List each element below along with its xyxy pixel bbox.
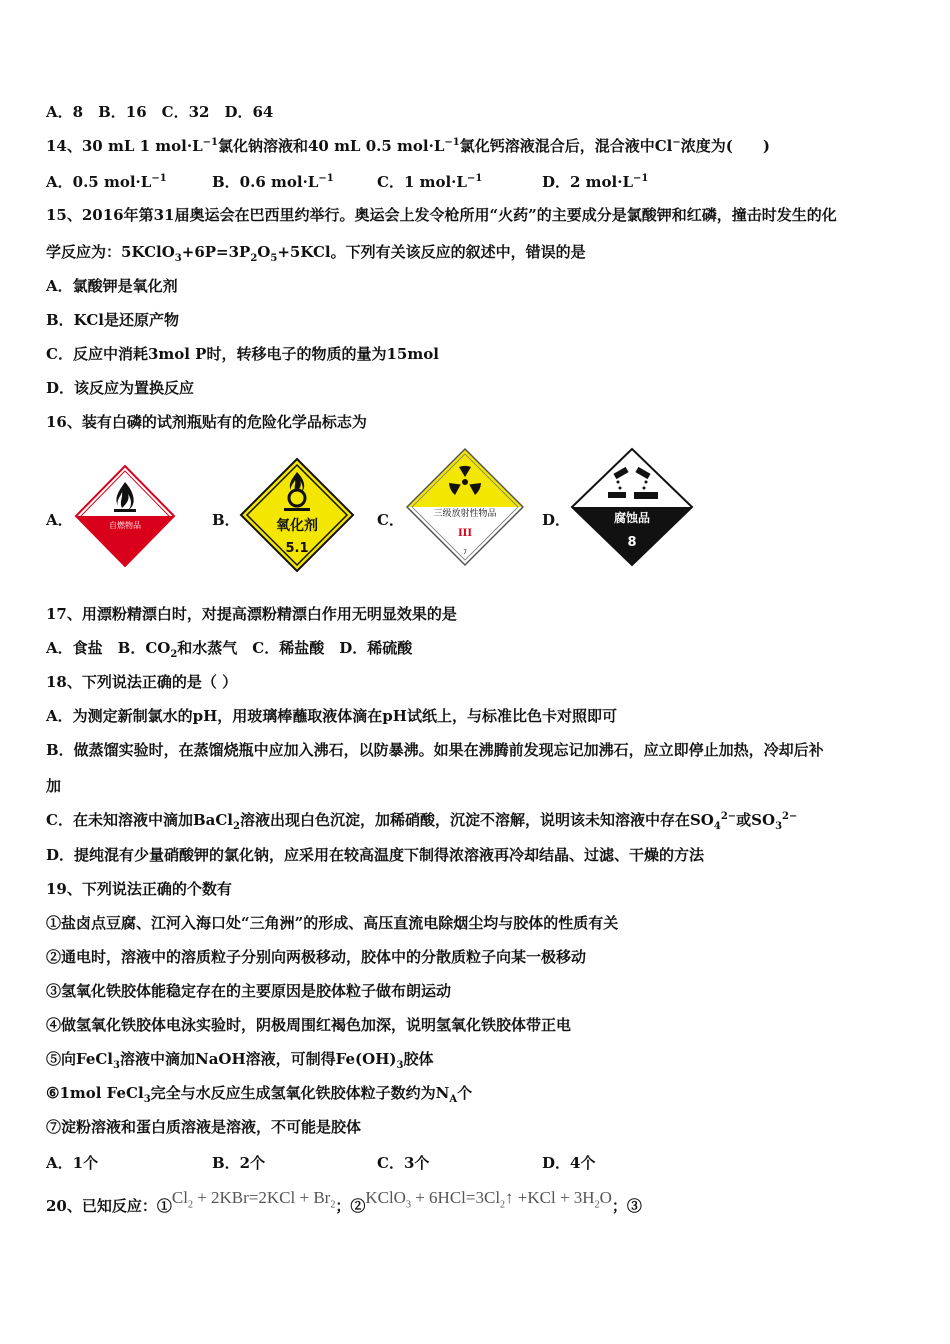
q19-statement-5: ⑤向FeCl$_3$溶液中滴加NaOH溶液，可制得$Fe(OH)_3$胶体 xyxy=(46,1050,434,1071)
q19-option-d: D．4个 xyxy=(542,1154,596,1172)
q14-option-d: D．2 $mol\cdot L^{-1}$ xyxy=(542,173,649,191)
q20-reaction-2: KClO$_3$ + $6HCl=3Cl_2↑ +KCl + 3H_2O$ xyxy=(365,1188,612,1211)
svg-text:自燃物品: 自燃物品 xyxy=(109,521,141,530)
q19-statement-7: ⑦淀粉溶液和蛋白质溶液是溶液，不可能是胶体 xyxy=(46,1118,362,1136)
q18-option-c: C．在未知溶液中滴加BaCl$_2$溶液出现白色沉淀，加稀硝酸，沉淀不溶解，说明该未知溶液中存在$SO_4^{2-}$或$SO_3^{2-}$ xyxy=(46,811,798,832)
q17-stem: 17、用漂粉精漂白时，对提高漂粉精漂白作用无明显效果的是 xyxy=(46,605,457,623)
q19-option-c: C．3个 xyxy=(377,1154,430,1172)
hazard-sign-corrosive xyxy=(568,446,696,568)
svg-text:氧化剂: 氧化剂 xyxy=(276,518,318,534)
q15-option-c: C．反应中消耗3mol P时，转移电子的物质的量为15mol xyxy=(46,345,439,363)
q20-reaction-1: $Cl_2 + 2KBr=2KCl + Br_2$ xyxy=(171,1188,336,1211)
hazard-sign-radioactive xyxy=(404,446,526,568)
q19-statement-1: ①盐卤点豆腐、江河入海口处“三角洲”的形成、高压直流电除烟尘均与胶体的性质有关 xyxy=(46,914,619,932)
q19-statement-4: ④做氢氧化铁胶体电泳实验时，阴极周围红褐色加深，说明氢氧化铁胶体带正电 xyxy=(46,1016,572,1034)
q13-options: A．8 B．16 C．32 D．64 xyxy=(46,103,274,121)
q16-stem: 16、装有白磷的试剂瓶贴有的危险化学品标志为 xyxy=(46,413,367,431)
svg-text:腐蚀品: 腐蚀品 xyxy=(613,511,651,525)
q18-option-d: D．提纯混有少量硝酸钾的氯化钠，应采用在较高温度下制得浓溶液再冷却结晶、过滤、干燥的方法 xyxy=(46,846,705,864)
q16-label-c: C． xyxy=(377,511,404,529)
hazard-sign-oxidizer xyxy=(238,456,356,574)
q17-options: A．食盐 B．$CO_2$和水蒸气 C．稀盐酸 D．稀硫酸 xyxy=(46,639,413,660)
q14-option-a: A．0.5 $mol\cdot L^{-1}$ xyxy=(46,173,167,191)
q19-statement-3: ③氢氧化铁胶体能稳定存在的主要原因是胶体粒子做布朗运动 xyxy=(46,982,452,1000)
q19-option-b: B．2个 xyxy=(212,1154,266,1172)
q18-option-b-line2: 加 xyxy=(46,777,62,795)
q14-option-c: C．1 $mol\cdot L^{-1}$ xyxy=(377,173,483,191)
q16-label-b: B． xyxy=(212,511,240,529)
svg-text:7: 7 xyxy=(463,549,467,556)
q19-option-a: A．1个 xyxy=(46,1154,99,1172)
q15-stem-line2: 学反应为：$5KClO_3+6P=3P_2O_5+5KCl$。下列有关该反应的叙述中，错误的是 xyxy=(46,243,586,264)
q15-option-a: A．氯酸钾是氧化剂 xyxy=(46,277,178,295)
svg-text:III: III xyxy=(457,528,473,539)
q19-statement-6: ⑥1mol FeCl$_3$完全与水反应生成氢氧化铁胶体粒子数约为$N_A$个 xyxy=(46,1084,473,1105)
hazard-sign-spontaneous-combustion xyxy=(72,462,178,570)
q19-stem: 19、下列说法正确的个数有 xyxy=(46,880,232,898)
q18-option-b-line1: B．做蒸馏实验时，在蒸馏烧瓶中应加入沸石，以防暴沸。如果在沸腾前发现忘记加沸石，应立即停止加热，冷却后补 xyxy=(46,741,824,759)
q16-label-d: D． xyxy=(542,511,571,529)
svg-text:三级放射性物品: 三级放射性物品 xyxy=(433,509,497,519)
q14-option-b: B．0.6 $mol\cdot L^{-1}$ xyxy=(212,173,334,191)
q18-option-a: A．为测定新制氯水的pH，用玻璃棒蘸取液体滴在pH试纸上，与标准比色卡对照即可 xyxy=(46,707,617,725)
svg-text:5.1: 5.1 xyxy=(285,541,309,556)
q15-option-d: D．该反应为置换反应 xyxy=(46,379,195,397)
q14-stem: 14、30 mL 1 $mol\cdot L^{-1}$氯化钠溶液和40 mL 0.5 $mol\cdot L^{-1}$氯化钙溶液混合后，混合液中Cl−浓度为( ) xyxy=(46,137,770,155)
q15-option-b: B．KCl是还原产物 xyxy=(46,311,179,329)
q20-stem: 20、已知反应：$①Cl_2 + 2KBr=2KCl + Br_2$；②KClO$_3$ + $6HCl=3Cl_2↑ +KCl + 3H_2O$；③ xyxy=(46,1188,642,1215)
q16-label-a: A． xyxy=(46,511,73,529)
q18-stem: 18、下列说法正确的是（ ） xyxy=(46,673,238,691)
q15-stem-line1: 15、2016年第31届奥运会在巴西里约举行。奥运会上发令枪所用“火药”的主要成分是氯酸钾和红磷，撞击时发生的化 xyxy=(46,206,837,224)
svg-text:8: 8 xyxy=(627,535,637,550)
q19-statement-2: ②通电时，溶液中的溶质粒子分别向两极移动，胶体中的分散质粒子向某一极移动 xyxy=(46,948,587,966)
